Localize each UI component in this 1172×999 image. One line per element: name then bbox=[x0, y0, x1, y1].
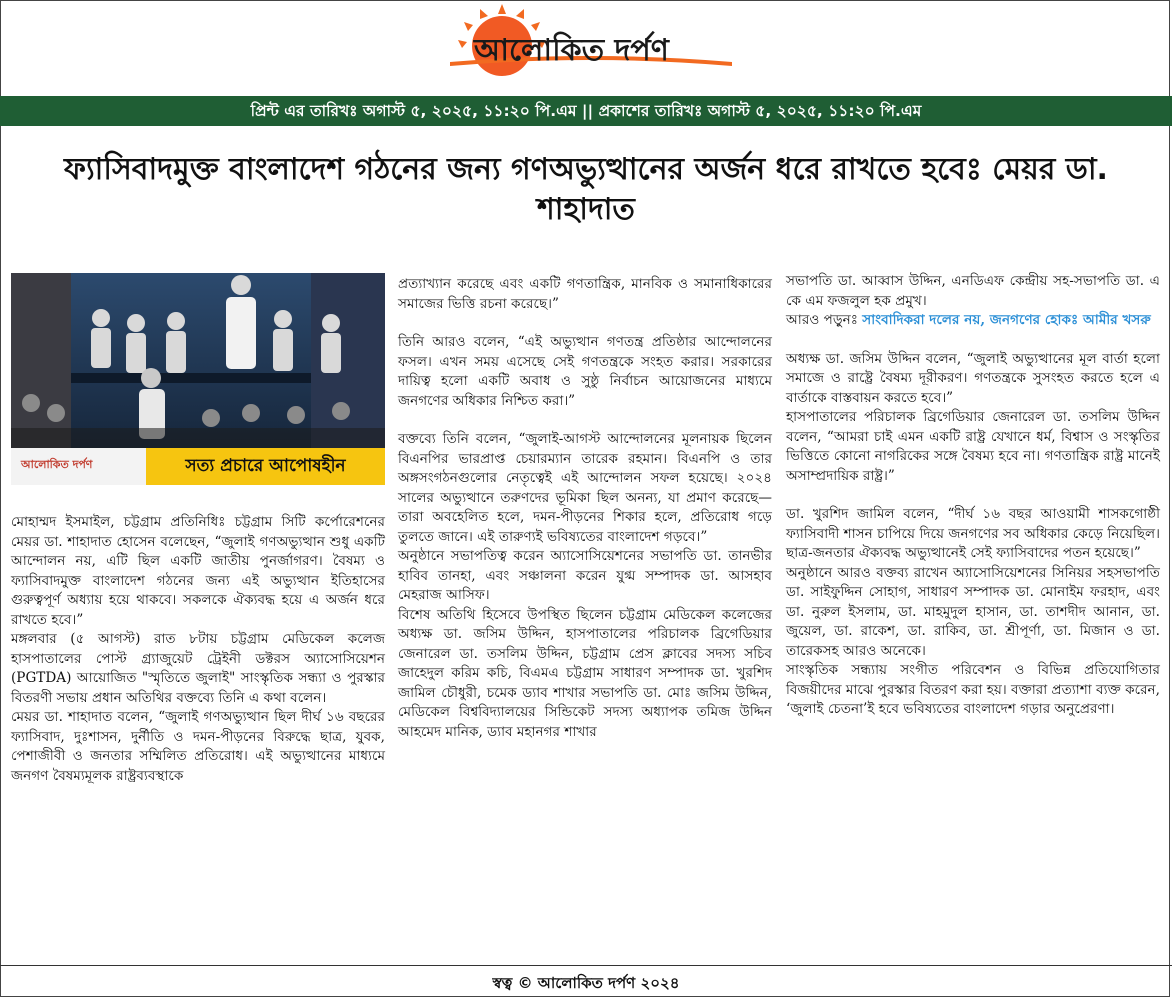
paragraph: বিশেষ অতিথি হিসেবে উপস্থিত ছিলেন চট্টগ্রাম মেডিকেল কলেজের অধ্যক্ষ ডা. জসিম উদ্দিন, হাসপাতালের পরিচালক ব্রিগেডিয়ার জেনারেল ডা. তসলিম উদ্দিন, চট্টগ্রাম প্রেস ক্লাবের সদস্য সচিব জাহেদুল করিম কচি, বিএমএ চট্টগ্রাম সাধারণ সম্পাদক ডা. খুরশিদ জামিল চৌধুরী, চমেক ড্যাব শাখার সভাপতি ডা. মোঃ জসিম উদ্দিন, মেডিকেল বিশ্ববিদ্যালয়ের সিন্ডিকেট সদস্য অধ্যাপক তমিজ উদ্দিন আহমেদ মানিক, ড্যাব মহানগর শাখার bbox=[398, 606, 772, 740]
article-column-3 bbox=[786, 272, 1160, 720]
read-more-link[interactable]: সাংবাদিকরা দলের নয়, জনগণের হোকঃ আমীর খসরু bbox=[862, 312, 1151, 328]
paragraph: মঙ্গলবার (৫ আগস্ট) রাত ৮টায় চট্টগ্রাম মেডিকেল কলেজ হাসপাতালের পোস্ট গ্র্যাজুয়েট ট্রেইনী ডক্টরস অ্যাসোসিয়েশন (PGTDA) আয়োজিত "স্মৃতিতে জুলাই" সাংস্কৃতিক সন্ধ্যা ও পুরস্কার বিতরণী সভায় প্রধান অতিথির বক্তব্যে তিনি এ কথা বলেন। bbox=[11, 631, 385, 706]
paragraph: মেয়র ডা. শাহাদাত বলেন, “জুলাই গণঅভ্যুত্থান ছিল দীর্ঘ ১৬ বছরের ফ্যাসিবাদ, দুঃশাসন, দুর্নীতি ও দমন-পীড়নের বিরুদ্ধে ছাত্র, যুবক, পেশাজীবী ও জনতার সম্মিলিত প্রতিরোধ। এই অভ্যুত্থানের মাধ্যমে জনগণ বৈষম্যমূলক রাষ্ট্রব্যবস্থাকে bbox=[11, 709, 385, 784]
article-column-2 bbox=[398, 275, 772, 742]
paragraph: ডা. খুরশিদ জামিল বলেন, “দীর্ঘ ১৬ বছর আওয়ামী শাসকগোষ্ঠী ফ্যাসিবাদী শাসন চাপিয়ে দিয়ে জনগণের সব অধিকার কেড়ে নিয়েছিল। ছাত্র-জনতার ঐক্যবদ্ধ অভ্যুত্থানেই সেই ফ্যাসিবাদের পতন হয়েছে।” bbox=[786, 506, 1160, 561]
masthead bbox=[0, 0, 1172, 96]
photo-slogan: সত্য প্রচারে আপোষহীন bbox=[146, 448, 385, 485]
footer-copyright: স্বত্ব © আলোকিত দর্পণ ২০২৪ bbox=[492, 974, 680, 992]
paragraph: হাসপাতালের পরিচালক ব্রিগেডিয়ার জেনারেল ডা. তসলিম উদ্দিন বলেন, “আমরা চাই এমন একটি রাষ্ট্র যেখানে ধর্ম, বিশ্বাস ও সংস্কৃতির ভিত্তিতে কোনো নাগরিকের সঙ্গে বৈষম্য হবে না। গণতান্ত্রিক রাষ্ট্র মানেই অসাম্প্রদায়িক রাষ্ট্র।” bbox=[786, 409, 1160, 484]
read-more-prefix: আরও পড়ুনঃ bbox=[786, 312, 858, 328]
paragraph: প্রত্যাখ্যান করেছে এবং একটি গণতান্ত্রিক, মানবিক ও সমানাধিকারের সমাজের ভিত্তি রচনা করেছে।” bbox=[398, 276, 772, 312]
photo-brand: আলোকিত দর্পণ bbox=[21, 458, 93, 471]
event-photo-icon bbox=[11, 273, 385, 448]
article-photo bbox=[11, 273, 385, 485]
paragraph: অধ্যক্ষ ডা. জসিম উদ্দিন বলেন, “জুলাই অভ্যুত্থানের মূল বার্তা হলো সমাজে ও রাষ্ট্রে বৈষম্য দূরীকরণ। গণতন্ত্রকে সুসংহত করতে হলে এ বার্তাকে বাস্তবায়ন করতে হবে।” bbox=[786, 350, 1160, 406]
footer-divider bbox=[0, 965, 1172, 966]
paragraph: সভাপতি ডা. আব্বাস উদ্দিন, এনডিএফ কেন্দ্রীয় সহ-সভাপতি ডা. এ কে এম ফজলুল হক প্রমুখ। bbox=[786, 273, 1160, 309]
dateline-bar: প্রিন্ট এর তারিখঃ অগাস্ট ৫, ২০২৫, ১১:২০ পি.এম || প্রকাশের তারিখঃ অগাস্ট ৫, ২০২৫, ১১:২০ পি.এম bbox=[0, 96, 1172, 126]
read-more bbox=[786, 311, 1160, 331]
paragraph: অনুষ্ঠানে সভাপতিত্ব করেন অ্যাসোসিয়েশনের সভাপতি ডা. তানভীর হাবিব তানহা, এবং সঞ্চালনা করেন যুগ্ম সম্পাদক ডা. আসহাব মেহরাজ আসিফ। bbox=[398, 548, 772, 603]
photo-banner bbox=[11, 448, 385, 485]
paragraph: সাংস্কৃতিক সন্ধ্যায় সংগীত পরিবেশন ও বিভিন্ন প্রতিযোগিতার বিজয়ীদের মাঝে পুরস্কার বিতরণ করা হয়। বক্তারা প্রত্যাশা ব্যক্ত করেন, ‘জুলাই চেতনা’ই হবে ভবিষ্যতের বাংলাদেশ গড়ার অনুপ্রেরণা। bbox=[786, 662, 1160, 717]
paragraph: তিনি আরও বলেন, “এই অভ্যুত্থান গণতন্ত্র প্রতিষ্ঠার আন্দোলনের ফসল। এখন সময় এসেছে সেই গণতন্ত্রকে সংহত করার। সরকারের দায়িত্ব হলো একটি অবাধ ও সুষ্ঠু নির্বাচন আয়োজনের মাধ্যমে জনগণের অধিকার নিশ্চিত করা।” bbox=[398, 334, 772, 409]
article-headline: ফ্যাসিবাদমুক্ত বাংলাদেশ গঠনের জন্য গণঅভ্যুত্থানের অর্জন ধরে রাখতে হবেঃ মেয়র ডা. শাহাদাত bbox=[64, 152, 1108, 227]
paragraph: অনুষ্ঠানে আরও বক্তব্য রাখেন অ্যাসোসিয়েশনের সিনিয়র সহসভাপতি ডা. সাইফুদ্দিন সোহাগ, সাধারণ সম্পাদক ডা. মোনাইম ফরহাদ, এবং ডা. নুরুল ইসলাম, ডা. মাহমুদুল হাসান, ডা. তাশদীদ আনান, ডা. জুয়েল, ডা. রাকেশ, ডা. রাকিব, ডা. শ্রীপূর্ণা, ডা. মিজান ও ডা. তারেকসহ আরও অনেকে। bbox=[786, 564, 1160, 659]
paragraph: বক্তব্যে তিনি বলেন, “জুলাই-আগস্ট আন্দোলনের মূলনায়ক ছিলেন বিএনপির ভারপ্রাপ্ত চেয়ারম্যান তারেক রহমান। বিএনপি ও তার অঙ্গসংগঠনগুলোর নেতৃত্বেই এই আন্দোলন সফল হয়েছে। ২০২৪ সালের অভ্যুত্থানে তরুণদের ভূমিকা ছিল অনন্য, যা প্রমাণ করেছে—তারা অবহেলিত হলে, দমন-পীড়নের শিকার হলে, প্রতিরোধ গড়ে তুলতে জানে। এই তারুণ্যই ভবিষ্যতের বাংলাদেশ গড়বে।” bbox=[398, 431, 772, 545]
logo-text: আলোকিত দর্পণ bbox=[474, 33, 669, 68]
paragraph: মোহাম্মদ ইসমাইল, চট্টগ্রাম প্রতিনিধিঃ চট্টগ্রাম সিটি কর্পোরেশনের মেয়র ডা. শাহাদাত হোসেন বলেছেন, “জুলাই গণঅভ্যুত্থান শুধু একটি আন্দোলন নয়, এটি ছিল একটি জাতীয় পুনর্জাগরণ। বৈষম্য ও ফ্যাসিবাদমুক্ত বাংলাদেশ গঠনের জন্য এই অভ্যুত্থান ইতিহাসের গুরুত্বপূর্ণ অধ্যায় হয়ে থাকবে। সকলকে ঐক্যবদ্ধ হয়ে এ অর্জন ধরে রাখতে হবে।” bbox=[11, 514, 385, 628]
site-logo[interactable] bbox=[440, 2, 740, 86]
article-column-1 bbox=[11, 513, 385, 786]
